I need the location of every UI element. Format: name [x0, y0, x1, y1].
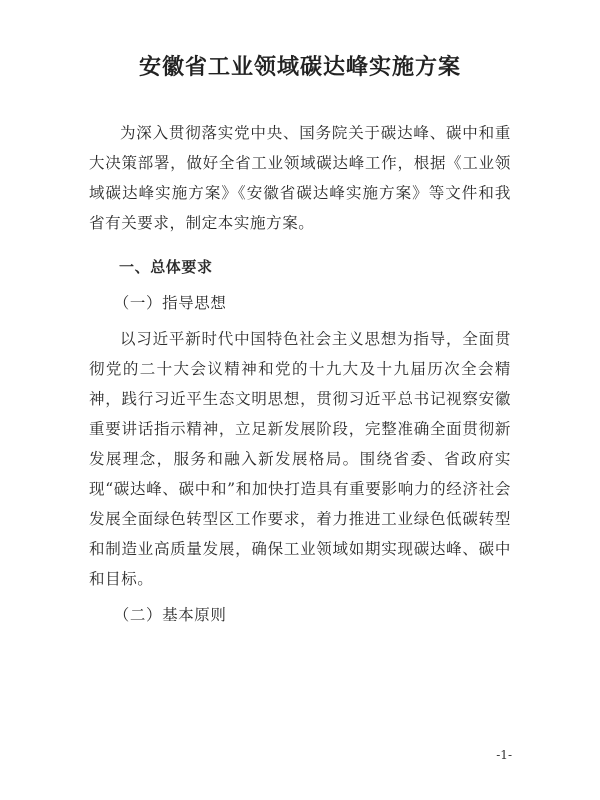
subsection-heading-basic-principles: （二）基本原则: [113, 606, 227, 624]
intro-paragraph: 为深入贯彻落实党中央、国务院关于碳达峰、碳中和重大决策部署，做好全省工业领域碳达峰工作，根据《工业领域碳达峰实施方案》《安徽省碳达峰实施方案》等文件和我省有关要求，制定本实施方案。: [89, 124, 511, 232]
page-number: -1-: [496, 748, 512, 762]
section-heading-general-requirements: 一、总体要求: [119, 258, 213, 276]
document-title: 安徽省工业领域碳达峰实施方案: [138, 54, 461, 80]
subsection-heading-guiding-ideology: （一）指导思想: [113, 294, 227, 312]
guiding-ideology-paragraph: 以习近平新时代中国特色社会主义思想为指导，全面贯彻党的二十大会议精神和党的十九大及十九届历次全会精神，践行习近平生态文明思想，贯彻习近平总书记视察安徽重要讲话指示精神，立足新发展阶段，完整准确全面贯彻新发展理念，服务和融入新发展格局。围绕省委、省政府实现“碳达峰、碳中和”和加快打造具有重要影响力的经济社会发展全面绿色转型区工作要求，着力推进工业绿色低碳转型和制造业高质量发展，确保工业领域如期实现碳达峰、碳中和目标。: [89, 330, 511, 588]
document-body: [89, 118, 511, 636]
